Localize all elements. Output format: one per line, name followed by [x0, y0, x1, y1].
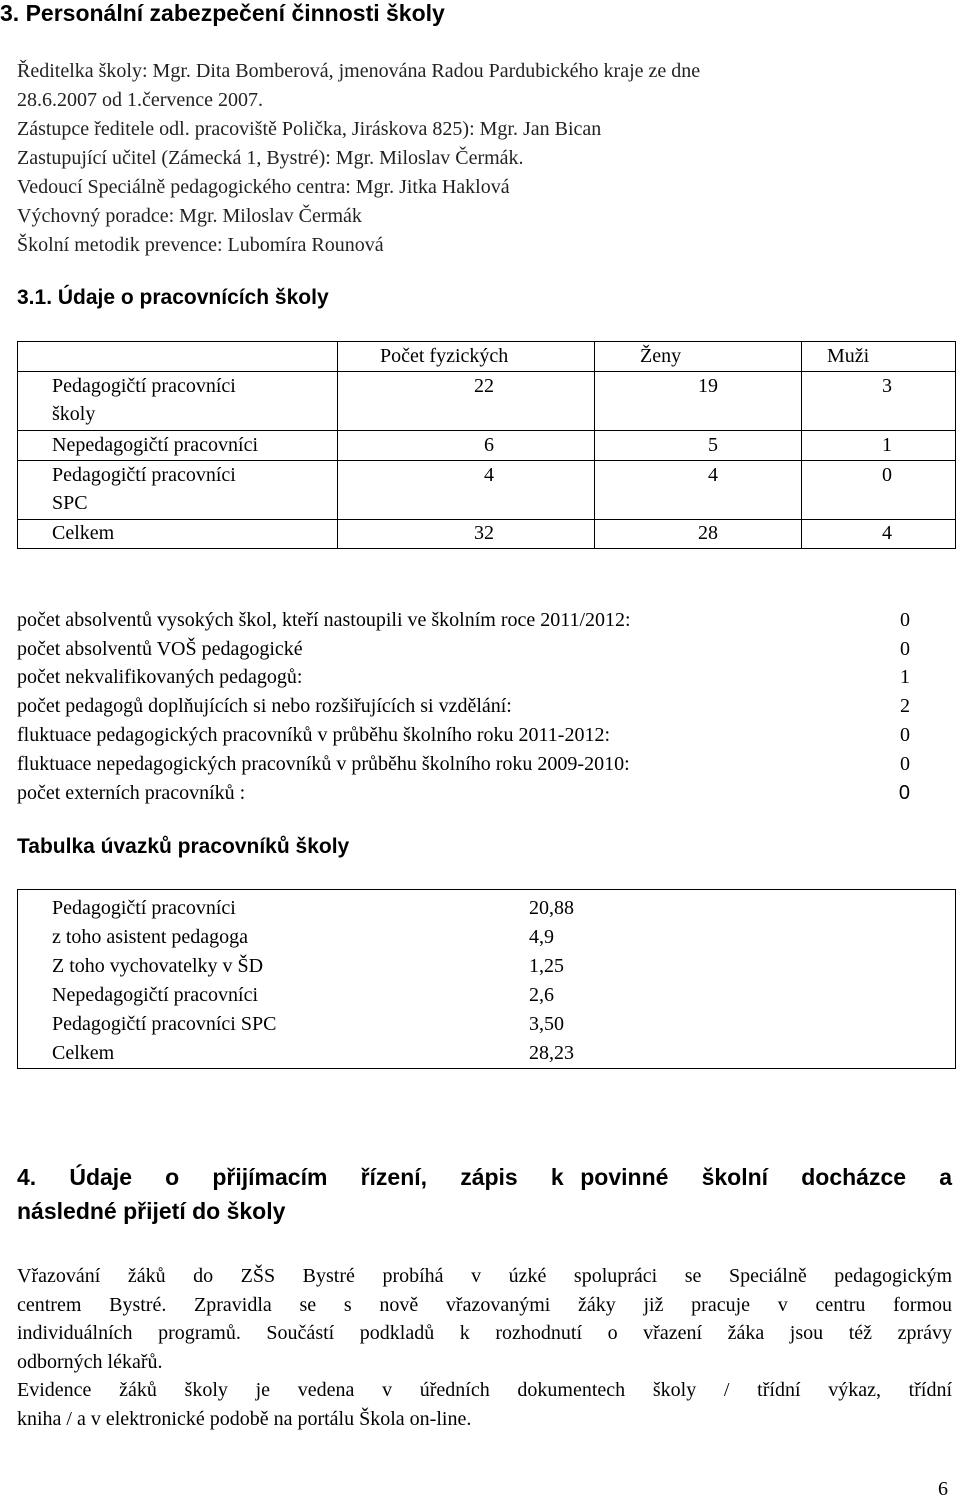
table-header: Ženy — [640, 345, 682, 367]
stat-label: fluktuace pedagogických pracovníků v průběhu školního roku 2011-2012: — [17, 724, 611, 746]
stat-value: 0 — [900, 638, 910, 660]
fte-row-value: 20,88 — [529, 897, 574, 919]
fte-row-label: Pedagogičtí pracovníci SPC — [52, 1013, 277, 1035]
table-cell: 1 — [882, 434, 892, 456]
stat-value: 0 — [900, 753, 910, 775]
stat-label: počet absolventů VOŠ pedagogické — [17, 638, 303, 660]
page-number: 6 — [938, 1478, 948, 1500]
paragraph-line: odborných lékařů. — [17, 1350, 163, 1373]
fte-row-label: Z toho vychovatelky v ŠD — [52, 955, 264, 977]
table-divider — [594, 342, 595, 548]
table-row-label: SPC — [52, 492, 88, 514]
staff-line: Školní metodik prevence: Lubomíra Rounová — [17, 234, 384, 256]
paragraph-line: Evidence žáků školy je vedena v úředních dokumentech školy / třídní výkaz, třídní — [17, 1379, 952, 1401]
stat-row — [17, 721, 910, 750]
table-row-label: Pedagogičtí pracovníci — [52, 375, 236, 397]
fte-row-value: 4,9 — [529, 926, 554, 948]
table-divider — [337, 342, 338, 548]
staff-line: Zastupující učitel (Zámecká 1, Bystré): Mgr. Miloslav Čermák. — [17, 147, 524, 169]
stat-label: počet nekvalifikovaných pedagogů: — [17, 666, 303, 688]
table-cell: 4 — [484, 464, 494, 486]
stat-row — [17, 692, 910, 721]
paragraph-line: kniha / a v elektronické podobě na portálu Škola on-line. — [17, 1407, 472, 1430]
staff-line: 28.6.2007 od 1.července 2007. — [17, 89, 264, 111]
table-row-label: Nepedagogičtí pracovníci — [52, 434, 259, 456]
table-cell: 5 — [708, 434, 718, 456]
paragraph-line: Vřazování žáků do ZŠS Bystré probíhá v úzké spolupráci se Speciálně pedagogickým — [17, 1265, 952, 1287]
table-cell: 4 — [882, 522, 892, 544]
table-cell: 32 — [474, 522, 494, 544]
section-3-title: 3. Personální zabezpečení činnosti školy — [0, 0, 445, 26]
fte-row-label: z toho asistent pedagoga — [52, 926, 249, 948]
admission-paragraph — [17, 1262, 952, 1376]
fte-row-label: Celkem — [52, 1042, 115, 1064]
table-header: Muži — [827, 345, 870, 367]
uvazky-title: Tabulka úvazků pracovníků školy — [17, 835, 350, 858]
table-cell: 22 — [474, 375, 494, 397]
stat-row — [17, 750, 910, 779]
table-cell: 0 — [882, 464, 892, 486]
fte-row-value: 28,23 — [529, 1042, 574, 1064]
fte-row-label: Nepedagogičtí pracovníci — [52, 984, 259, 1006]
fte-row-value: 3,50 — [529, 1013, 564, 1035]
section-4-title-line-2: následné přijetí do školy — [17, 1198, 286, 1224]
stat-row — [17, 663, 910, 692]
staff-count-table — [17, 341, 956, 549]
table-row-label: školy — [52, 403, 96, 425]
paragraph-line: centrem Bystré. Zpravidla se s nově vřazovanými žáky již pracuje v centru formou — [17, 1293, 952, 1316]
stat-label: počet absolventů vysokých škol, kteří nastoupili ve školním roce 2011/2012: — [17, 609, 631, 631]
fte-row-value: 1,25 — [529, 955, 564, 977]
fte-row-value: 2,6 — [529, 984, 554, 1006]
stat-row — [17, 606, 910, 635]
fte-table — [17, 889, 956, 1069]
stat-value: 0 — [900, 609, 910, 631]
stat-label: počet pedagogů doplňujících si nebo rozšiřujících si vzdělání: — [17, 695, 512, 717]
section-4-title — [17, 1160, 952, 1228]
section-4-title-line-1: 4. Údaje o přijímacím řízení, zápis k povinné školní docházce a — [17, 1164, 952, 1190]
table-cell: 28 — [698, 522, 718, 544]
staff-line: Výchovný poradce: Mgr. Miloslav Čermák — [17, 205, 362, 227]
stat-value: 1 — [900, 666, 910, 688]
stat-row — [17, 779, 910, 808]
table-cell: 19 — [698, 375, 718, 397]
staff-line: Ředitelka školy: Mgr. Dita Bomberová, jmenována Radou Pardubického kraje ze dne — [17, 60, 701, 82]
table-row-label: Celkem — [52, 522, 115, 544]
stat-row — [17, 635, 910, 664]
section-3-1-title: 3.1. Údaje o pracovnících školy — [17, 286, 329, 309]
fte-row-label: Pedagogičtí pracovníci — [52, 897, 236, 919]
stat-value: 0 — [898, 782, 910, 804]
table-cell: 4 — [708, 464, 718, 486]
table-cell: 3 — [882, 375, 892, 397]
stat-label: počet externích pracovníků : — [17, 782, 246, 804]
stat-label: fluktuace nepedagogických pracovníků v průběhu školního roku 2009-2010: — [17, 753, 630, 775]
stat-value: 2 — [900, 695, 910, 717]
staff-line: Zástupce ředitele odl. pracoviště Polička, Jiráskova 825): Mgr. Jan Bican — [17, 118, 602, 140]
records-paragraph — [17, 1376, 952, 1433]
stat-value: 0 — [900, 724, 910, 746]
table-cell: 6 — [484, 434, 494, 456]
table-header: Počet fyzických — [380, 345, 509, 367]
table-divider — [801, 342, 802, 548]
staff-line: Vedoucí Speciálně pedagogického centra: Mgr. Jitka Haklová — [17, 176, 510, 198]
table-row-label: Pedagogičtí pracovníci — [52, 464, 236, 486]
paragraph-line: individuálních programů. Součástí podkladů k rozhodnutí o vřazení žáka jsou též zprávy — [17, 1322, 952, 1344]
